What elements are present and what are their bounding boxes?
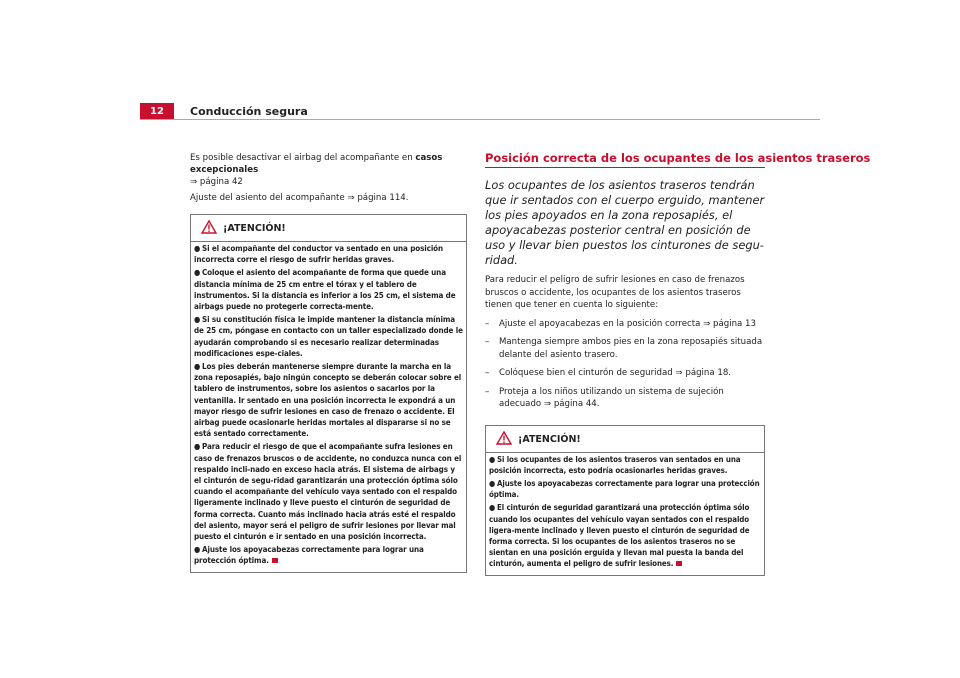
bullet-icon: ● [194,545,201,555]
intro-page-reference: ⇒ página 42 [190,177,243,187]
step-item [485,336,765,361]
warning-item-text: Los pies deberán mantenerse siempre durante la marcha en la zona reposapiés, bajo ningún concepto se deberán colocar sobre el tablero de instrumentos, sobre los asientos o sacarlos por la ventanilla. Ir sentado en una posición incorrecta le expondrá a un mayor riesgo de sufrir lesiones en caso de frenazo o accidente. El airbag puede ocasionarle heridas mortales al dispararse si no se está sentado correctamente. [194,362,462,439]
left-column [190,152,467,573]
warning-item-text: Si el acompañante del conductor va sentado en una posición incorrecta corre el riesgo de sufrir heridas graves. [194,244,444,265]
dash-marker: – [485,368,490,378]
step-item [485,367,765,380]
step-item [485,386,765,411]
dash-marker: – [485,386,490,397]
bullet-icon: ● [489,454,496,464]
warning-title: ¡ATENCIÓN! [518,433,581,445]
warning-item [191,313,466,360]
warning-box-left [190,214,467,573]
end-of-section-icon [676,561,682,566]
step-text: Proteja a los niños utilizando un sistema de sujeción adecuado ⇒ página 44. [499,386,724,409]
header-divider [140,119,820,120]
warning-item [191,360,466,440]
body-paragraph: Para reducir el peligro de sufrir lesiones en caso de frenazos bruscos o accidente, los ocupantes de los asientos traseros tienen que tener en cuenta lo siguiente: [485,275,745,310]
dash-marker: – [485,337,490,347]
warning-item-text: Ajuste los apoyacabezas correctamente para lograr una protección óptima. [489,478,760,500]
bullet-icon: ● [194,442,201,452]
warning-item-text: Si su constitución física le impide mantener la distancia mínima de 25 cm, póngase en contacto con un taller especializado donde le ayudarán comprobando si es necesario realizar determinadas modificaciones espe-ciales. [194,315,463,358]
end-of-section-icon [272,558,278,563]
warning-item [486,477,764,501]
bullet-icon: ● [194,362,201,372]
intro-bold-text: casos excepcionales [190,153,443,175]
bullet-icon: ● [194,315,201,325]
bullet-icon: ● [194,244,201,253]
warning-item [191,543,466,567]
warning-triangle-icon [496,431,512,449]
right-column [485,151,871,576]
lead-paragraph: Los ocupantes de los asientos traseros tendrán que ir sentados con el cuerpo erguido, mantener los pies apoyados en la zona reposapiés, el apoyacabezas posterior central en posición de uso y llevar bien puestos los cinturones de segu-ridad. [485,178,765,267]
bullet-icon: ● [489,503,496,513]
warning-item-text: Para reducir el riesgo de que el acompañante sufra lesiones en caso de frenazos bruscos o de accidente, no conduzca nunca con el respaldo incli-nado en exceso hacia atrás. El sistema de airbags y el cinturón de segu-ridad garantizarán una protección óptima sólo cuando el acompañante del vehículo vaya sentado con el respaldo ligeramente inclinado y lleve puesto el cinturón de seguridad de forma correcta. Cuanto más inclinado hacia atrás esté el respaldo del asiento, mayor será el peligro de sufrir lesiones por llevar mal puesto el cinturón e ir sentado en una posición incorrecta. [194,442,462,542]
intro-paragraph-2: Ajuste del asiento del acompañante ⇒ página 114. [190,193,409,203]
section-title: Posición correcta de los ocupantes de los asientos traseros [485,152,765,168]
step-text: Mantenga siempre ambos pies en la zona reposapiés situada delante del asiento trasero. [499,337,763,360]
warning-item-text: Si los ocupantes de los asientos traseros van sentados en una posición incorrecta, esto podría ocasionarles heridas graves. [489,454,741,475]
step-text: Ajuste el apoyacabezas en la posición correcta ⇒ página 13 [499,318,756,329]
warning-box-right [485,425,765,576]
warning-header [191,215,466,242]
warning-item [486,453,764,477]
page-number: 12 [140,103,174,120]
intro-paragraph-1 [190,152,467,188]
dash-marker: – [485,318,490,329]
bullet-icon: ● [489,478,496,488]
warning-triangle-icon [201,220,217,238]
warning-item [191,440,466,543]
warning-item [191,242,466,266]
warning-item-text: El cinturón de seguridad garantizará una protección óptima sólo cuando los ocupantes del vehículo vayan sentados con el respaldo ligera-mente inclinado y lleven puesto el cinturón de seguridad de forma correcta. Si los ocupantes de los asientos traseros no se sientan en una posición erguida y llevan mal puesta la banda del cinturón, aumenta el peligro de sufrir lesiones. [489,503,750,569]
bullet-icon: ● [194,268,201,278]
intro-text: Es posible desactivar el airbag del acompañante en [190,153,416,163]
warning-item-text: Ajuste los apoyacabezas correctamente para lograr una protección óptima. [194,545,424,566]
warning-header [486,426,764,453]
warning-item-text: Coloque el asiento del acompañante de forma que quede una distancia mínima de 25 cm entre el tórax y el tablero de instrumentos. Si la distancia es inferior a los 25 cm, el sistema de airbags puede no protegerle correcta-mente. [194,268,456,312]
step-text: Colóquese bien el cinturón de seguridad ⇒ página 18. [499,368,732,378]
warning-title: ¡ATENCIÓN! [223,223,286,234]
warning-item [486,501,764,570]
step-item [485,318,765,331]
running-header-title: Conducción segura [190,105,308,118]
warning-item [191,266,466,313]
